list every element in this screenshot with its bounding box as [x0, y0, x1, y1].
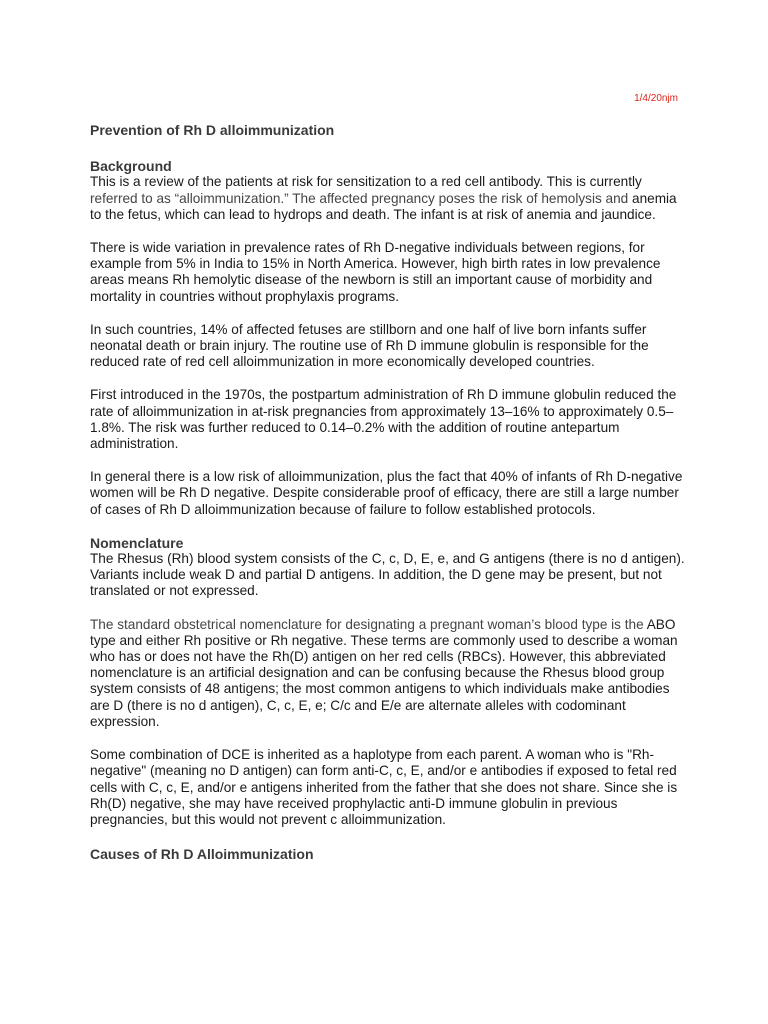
background-paragraph-5: In general there is a low risk of alloimmunization, plus the fact that 40% of infants of Rh D-negative women will be Rh D negative. Despite considerable proof of efficacy, there are still a large number of cases of Rh D alloimmunization because of failure to follow established protocols. [90, 469, 683, 517]
background-p1-line-c: anemia to the fetus, which can lead to hydrops and death. The infant is at risk of anemia and jaundice. [90, 190, 677, 222]
nomenclature-paragraph-2 [90, 617, 690, 730]
document-title: Prevention of Rh D alloimmunization [90, 122, 335, 138]
nomenclature-heading: Nomenclature [90, 534, 184, 551]
background-paragraph-3: In such countries, 14% of affected fetuses are stillborn and one half of live born infants suffer neonatal death or brain injury. The routine use of Rh D immune globulin is responsible for the reduced rate of red cell alloimmunization in more economically developed countries. [90, 321, 649, 370]
date-stamp: 1/4/20njm [634, 93, 678, 104]
document-body [90, 122, 690, 862]
nomenclature-paragraph-1: The Rhesus (Rh) blood system consists of the C, c, D, E, e, and G antigens (there is no d antigen). Variants include weak D and partial D antigens. In addition, the D gene may be present, but not translated or not expressed. [90, 551, 685, 599]
background-paragraph-4: First introduced in the 1970s, the postpartum administration of Rh D immune globulin reduced the rate of alloimmunization in at-risk pregnancies from approximately 13–16% to approximately 0.5–1.8%. The risk was further reduced to 0.14–0.2% with the addition of routine antepartum administration. [90, 387, 677, 452]
background-paragraph-1 [90, 174, 690, 223]
background-p1-line-b: referred to as “alloimmunization.” The affected pregnancy poses the risk of hemolysis and [90, 190, 629, 206]
background-paragraph-2: There is wide variation in prevalence rates of Rh D-negative individuals between regions, for example from 5% in India to 15% in North America. However, high birth rates in low prevalence areas means Rh hemolytic disease of the newborn is still an important cause of morbidity and mortality in countries without prophylaxis programs. [90, 240, 661, 304]
nomenclature-p2-line-b: ABO type and either Rh positive or Rh negative. These terms are commonly used to describe a woman who has or does not have the Rh(D) antigen on her red cells (RBCs). However, this abbreviated nomenclature is an artificial designation and can be confusing because the Rhesus blood group system consists of 48 antigens; the most common antigens to which individuals make antibodies are D (there is no d antigen), C, c, E, e; C/c and E/e are alternate alleles with codominant expression. [90, 616, 678, 729]
background-heading: Background [90, 158, 172, 175]
nomenclature-paragraph-3: Some combination of DCE is inherited as a haplotype from each parent. A woman who is "Rh-negative" (meaning no D antigen) can form anti-C, c, E, and/or e antibodies if exposed to fetal red cells with C, c, E, and/or e antigens inherited from the father that she does not share. Since she is Rh(D) negative, she may have received prophylactic anti-D immune globulin in previous pregnancies, but this would not prevent c alloimmunization. [90, 747, 678, 827]
causes-heading: Causes of Rh D Alloimmunization [90, 846, 314, 863]
nomenclature-p2-line-a: The standard obstetrical nomenclature for designating a pregnant woman’s blood type is the [90, 616, 644, 632]
background-p1-line-a: This is a review of the patients at risk for sensitization to a red cell antibody. This is currently [90, 174, 642, 190]
